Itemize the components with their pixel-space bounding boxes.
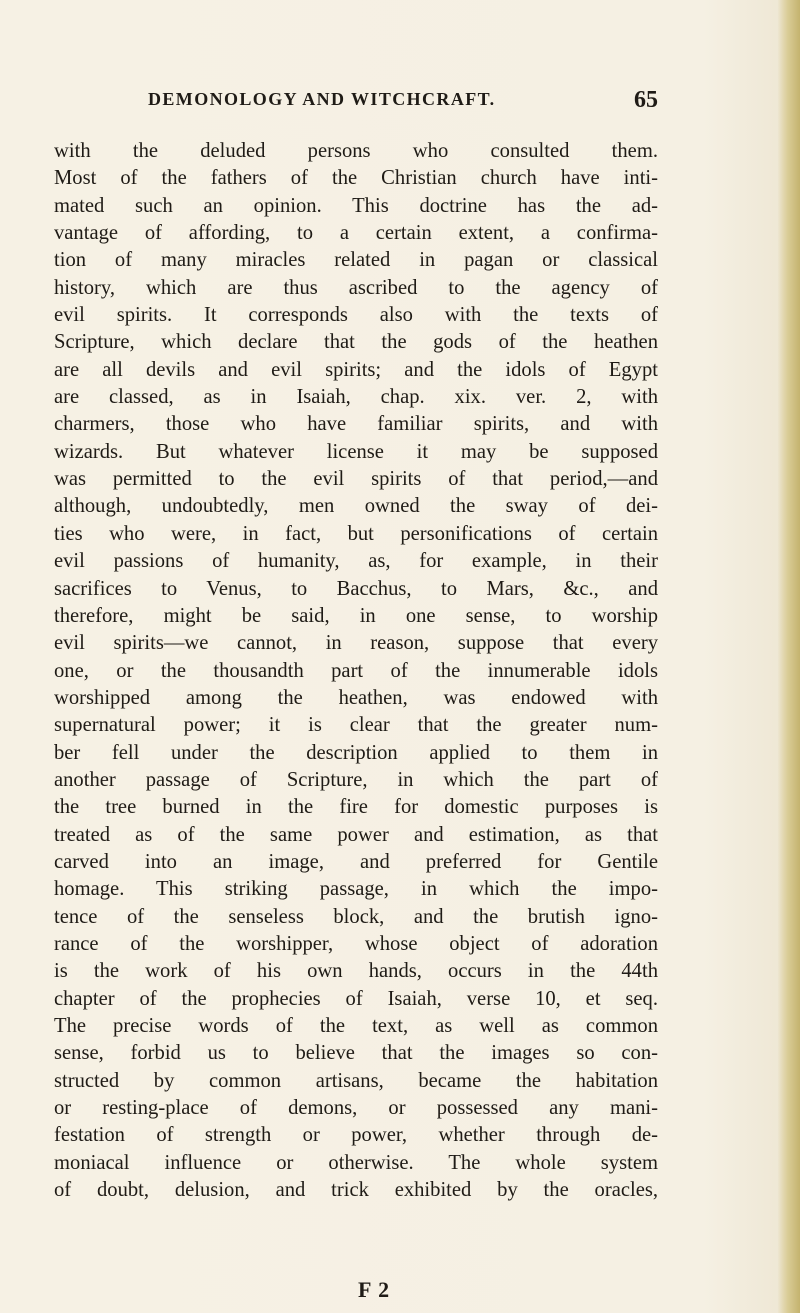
text-line: therefore, might be said, in one sense, to worship (54, 604, 658, 627)
text-line: sacrifices to Venus, to Bacchus, to Mars, &c., and (54, 577, 658, 600)
text-line: mated such an opinion. This doctrine has the ad- (54, 194, 658, 217)
body-text (54, 138, 658, 1204)
text-line: Most of the fathers of the Christian church have inti- (54, 167, 658, 190)
text-line: are all devils and evil spirits; and the idols of Egypt (54, 358, 658, 381)
text-line: of doubt, delusion, and trick exhibited by the oracles, (54, 1179, 658, 1202)
running-title: DEMONOLOGY AND WITCHCRAFT. (148, 89, 496, 109)
text-line: chapter of the prophecies of Isaiah, verse 10, et seq. (54, 987, 658, 1010)
text-line: the tree burned in the fire for domestic purposes is (54, 796, 658, 819)
text-line: carved into an image, and preferred for Gentile (54, 850, 658, 873)
text-line: was permitted to the evil spirits of that period,—and (54, 468, 658, 491)
text-line: or resting-place of demons, or possessed any mani- (54, 1097, 658, 1120)
running-head (148, 89, 658, 117)
text-line: charmers, those who have familiar spirits, and with (54, 413, 658, 436)
text-line: evil spirits. It corresponds also with the texts of (54, 304, 658, 327)
signature-mark: F 2 (358, 1277, 391, 1302)
text-line: treated as of the same power and estimation, as that (54, 823, 658, 846)
text-line: festation of strength or power, whether through de- (54, 1124, 658, 1147)
text-line: tence of the senseless block, and the brutish igno- (54, 905, 658, 928)
text-line: The precise words of the text, as well as common (54, 1015, 658, 1037)
text-line: are classed, as in Isaiah, chap. xix. ver. 2, with (54, 386, 658, 409)
page-number: 65 (634, 87, 658, 113)
text-line: one, or the thousandth part of the innumerable idols (54, 659, 658, 682)
text-line: rance of the worshipper, whose object of adoration (54, 932, 658, 955)
text-line: history, which are thus ascribed to the agency of (54, 276, 658, 299)
text-line: is the work of his own hands, occurs in the 44th (54, 960, 658, 983)
text-line: ber fell under the description applied to them in (54, 741, 658, 764)
text-line: another passage of Scripture, in which the part of (54, 768, 658, 791)
text-line: evil spirits—we cannot, in reason, suppose that every (54, 632, 658, 655)
text-line: evil passions of humanity, as, for example, in their (54, 550, 658, 573)
text-line: Scripture, which declare that the gods of the heathen (54, 331, 658, 354)
text-line: ties who were, in fact, but personifications of certain (54, 522, 658, 545)
text-line: worshipped among the heathen, was endowed with (54, 686, 658, 709)
text-line: moniacal influence or otherwise. The whole system (54, 1151, 658, 1174)
text-line: homage. This striking passage, in which the impo- (54, 878, 658, 901)
text-line: tion of many miracles related in pagan or classical (54, 249, 658, 272)
text-line: supernatural power; it is clear that the greater num- (54, 714, 658, 737)
text-line: sense, forbid us to believe that the images so con- (54, 1042, 658, 1065)
text-line: although, undoubtedly, men owned the sway of dei- (54, 495, 658, 518)
text-line: structed by common artisans, became the habitation (54, 1069, 658, 1092)
text-line: wizards. But whatever license it may be supposed (54, 440, 658, 463)
text-line: vantage of affording, to a certain extent, a confirma- (54, 222, 658, 245)
page-edge (778, 0, 800, 1313)
text-line: with the deluded persons who consulted them. (54, 140, 658, 162)
